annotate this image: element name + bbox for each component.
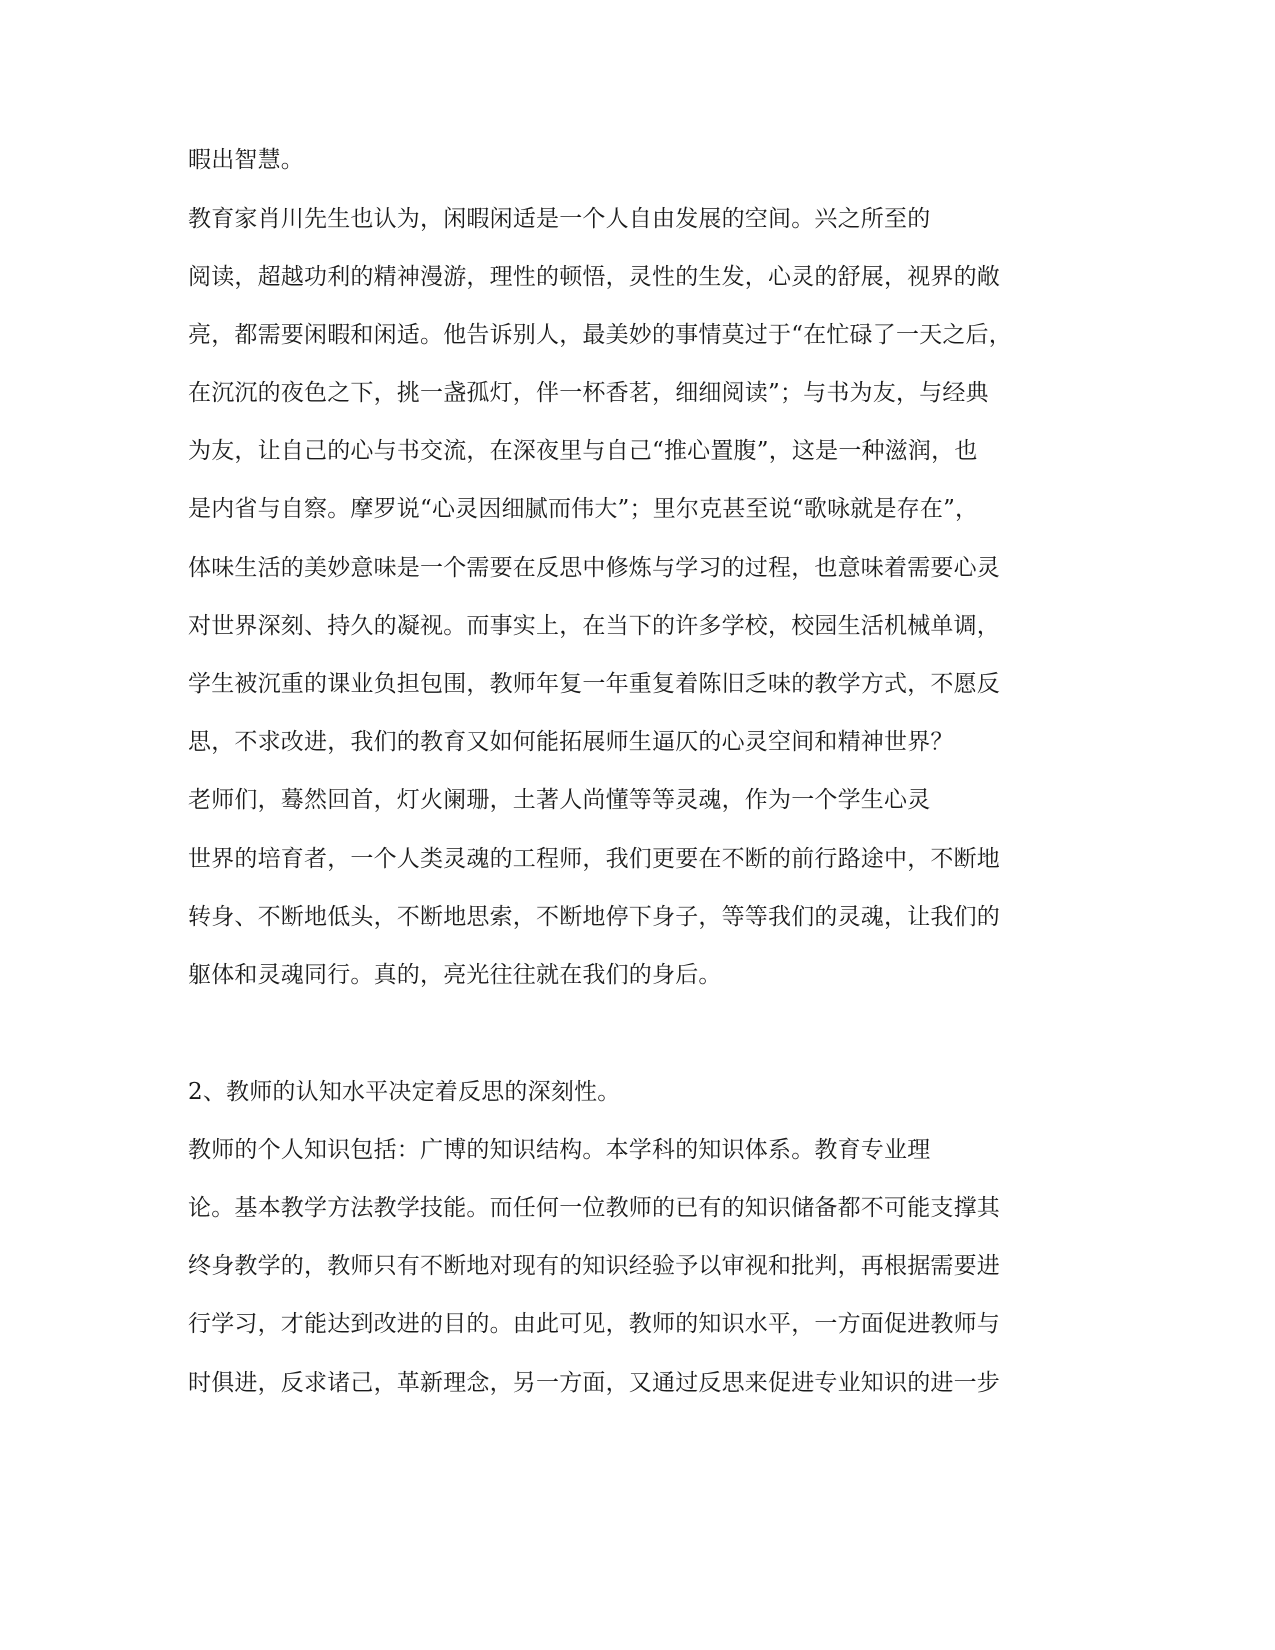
text-line: 阅读，超越功利的精神漫游，理性的顿悟，灵性的生发，心灵的舒展，视界的敞 — [188, 264, 1000, 290]
text-line: 老师们，蓦然回首，灯火阑珊，土著人尚懂等等灵魂，作为一个学生心灵 — [188, 787, 931, 813]
text-line: 对世界深刻、持久的凝视。而事实上，在当下的许多学校，校园生活机械单调， — [188, 613, 1000, 639]
text-line: 终身教学的，教师只有不断地对现有的知识经验予以审视和批判，再根据需要进 — [188, 1253, 1000, 1279]
text-line: 行学习，才能达到改进的目的。由此可见，教师的知识水平，一方面促进教师与 — [188, 1311, 1000, 1337]
text-line: 体味生活的美妙意味是一个需要在反思中修炼与学习的过程，也意味着需要心灵 — [188, 555, 1000, 581]
text-line: 思，不求改进，我们的教育又如何能拓展师生逼仄的心灵空间和精神世界？ — [188, 729, 954, 755]
text-line: 转身、不断地低头，不断地思索，不断地停下身子，等等我们的灵魂，让我们的 — [188, 904, 1000, 930]
text-line: 暇出智慧。 — [188, 147, 304, 173]
text-line: 为友，让自己的心与书交流，在深夜里与自己“推心置腹”，这是一种滋润，也 — [188, 438, 978, 464]
text-line: 论。基本教学方法教学技能。而任何一位教师的已有的知识储备都不可能支撑其 — [188, 1195, 1000, 1221]
section-heading: 2、教师的认知水平决定着反思的深刻性。 — [188, 1079, 621, 1105]
text-line: 教师的个人知识包括：广博的知识结构。本学科的知识体系。教育专业理 — [188, 1137, 931, 1163]
text-line: 亮，都需要闲暇和闲适。他告诉别人，最美妙的事情莫过于“在忙碌了一天之后， — [188, 322, 1012, 348]
text-line: 躯体和灵魂同行。真的，亮光往往就在我们的身后。 — [188, 962, 722, 988]
text-line: 教育家肖川先生也认为，闲暇闲适是一个人自由发展的空间。兴之所至的 — [188, 206, 931, 232]
text-line: 世界的培育者，一个人类灵魂的工程师，我们更要在不断的前行路途中，不断地 — [188, 846, 1000, 872]
text-line: 在沉沉的夜色之下，挑一盏孤灯，伴一杯香茗，细细阅读”；与书为友，与经典 — [188, 380, 989, 406]
text-line: 是内省与自察。摩罗说“心灵因细腻而伟大”；里尔克甚至说“歌咏就是存在”， — [188, 496, 979, 522]
text-line: 学生被沉重的课业负担包围，教师年复一年重复着陈旧乏味的教学方式，不愿反 — [188, 671, 1000, 697]
text-line: 时俱进，反求诸己，革新理念，另一方面，又通过反思来促进专业知识的进一步 — [188, 1370, 1000, 1396]
